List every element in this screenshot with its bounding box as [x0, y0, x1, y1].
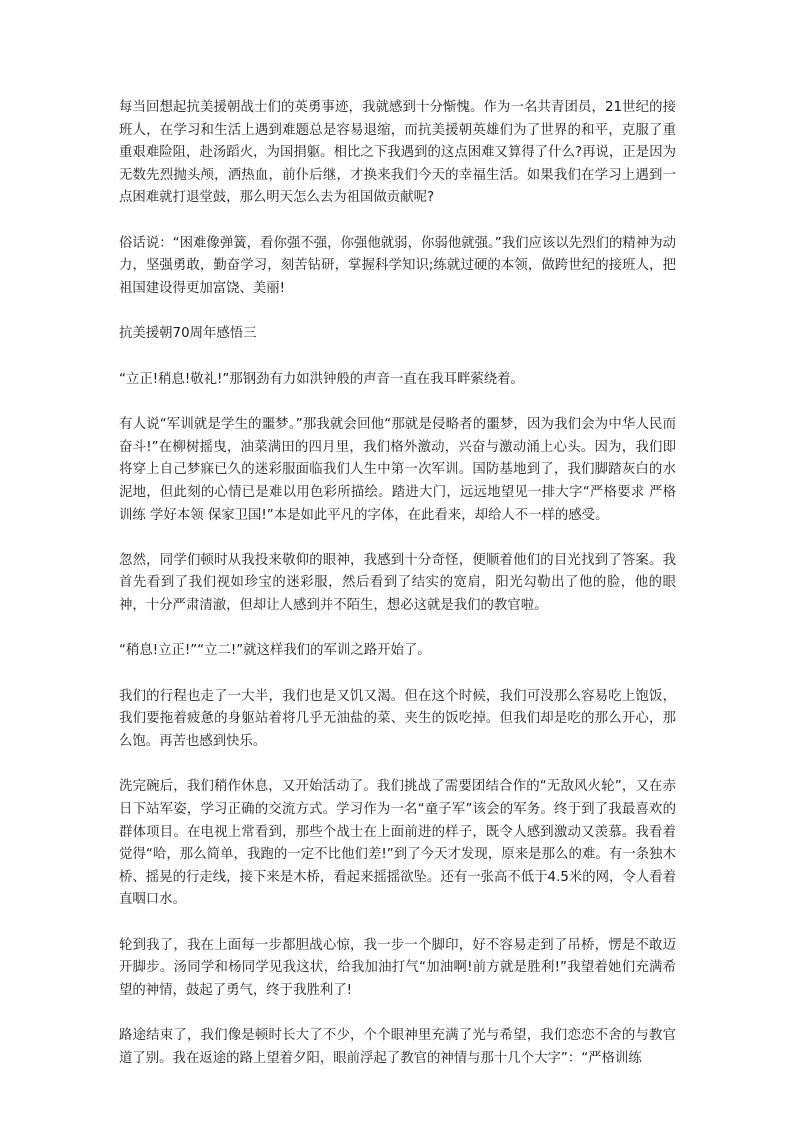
section-heading: 抗美援朝70周年感悟三 [119, 326, 257, 342]
paragraph-military-training: 有人说“军训就是学生的噩梦。”那我就会回他“那就是侵略者的噩梦，因为我们会为中华人民而奋斗!”在柳树摇曳，油菜满田的四月里，我们格外激动，兴奋与激动涌上心头。因为，我们即将穿上自己梦寐已久的迷彩服面临我们人生中第一次军训。国防基地到了，我们脚踏灰白的水泥地，但此刻的心情已是难以用色彩所描绘。踏进大门，远远地望见一排大字“严格要求 严格训练 学好本领 保家卫国!”本是如此平凡的字体，在此看来，却给人不一样的感受。 [119, 417, 676, 523]
paragraph-training-start: “稍息!立正!”“立二!”就这样我们的军训之路开始了。 [119, 643, 431, 659]
paragraph-proverb: 俗话说：“困难像弹簧，看你强不强，你强他就弱，你弱他就强。”我们应该以先烈们的精神为动力，坚强勇敢，勤奋学习，刻苦钻研，掌握科学知识;练就过硬的本领，做跨世纪的接班人，把祖国建设得更加富饶、美丽! [119, 235, 676, 296]
paragraph-activities: 洗完碗后，我们稍作休息，又开始活动了。我们挑战了需要团结合作的“无敌风火轮”，又在赤日下站军姿，学习正确的交流方式。学习作为一名“童子军”该会的军务。终于到了我最喜欢的群体项目。在电视上常看到，那些个战士在上面前进的样子，既令人感到激动又羡慕。我看着觉得“哈，那么简单，我跑的一定不比他们差!”到了今天才发现，原来是那么的难。有一条独木桥、摇晃的行走线，接下来是木桥，看起来摇摇欲坠。还有一张高不低于4.5米的网，令人看着直咽口水。 [119, 779, 676, 908]
paragraph-reflection: 每当回想起抗美援朝战士们的英勇事迹，我就感到十分惭愧。作为一名共青团员，21世纪的接班人，在学习和生活上遇到难题总是容易退缩，而抗美援朝英雄们为了世界的和平，克服了重重艰难险阻，赴汤蹈火，为国捐躯。相比之下我遇到的这点困难又算得了什么?再说，正是因为无数先烈抛头颅，洒热血，前仆后继，才换来我们今天的幸福生活。如果我们在学习上遇到一点困难就打退堂鼓，那么明天怎么去为祖国做贡献呢? [119, 100, 676, 206]
document-body [119, 97, 676, 1093]
paragraph-challenge: 轮到我了，我在上面每一步都胆战心惊，我一步一个脚印，好不容易走到了吊桥，愣是不敢迈开脚步。汤同学和杨同学见我这状，给我加油打气“加油啊!前方就是胜利!”我望着她们充满希望的神情，鼓起了勇气，终于我胜利了! [119, 937, 676, 998]
paragraph-meal: 我们的行程也走了一大半，我们也是又饥又渴。但在这个时候，我们可没那么容易吃上饱饭，我们要拖着疲惫的身躯站着将几乎无油盐的菜、夹生的饭吃掉。但我们却是吃的那么开心，那么饱。再苦也感到快乐。 [119, 688, 676, 750]
paragraph-instructor: 忽然，同学们顿时从我投来敬仰的眼神，我感到十分奇怪，便顺着他们的目光找到了答案。我首先看到了我们视如珍宝的迷彩服，然后看到了结实的宽肩，阳光勾勒出了他的脸，他的眼神，十分严肃清澈，但却让人感到并不陌生，想必这就是我们的教官啦。 [119, 552, 676, 614]
paragraph-farewell: 路途结束了，我们像是顿时长大了不少，个个眼神里充满了光与希望，我们恋恋不舍的与教官道了别。我在返途的路上望着夕阳，眼前浮起了教官的神情与那十几个大字”：“严格训练 [119, 1028, 676, 1066]
paragraph-command-voice: “立正!稍息!敬礼!”那钢劲有力如洪钟般的声音一直在我耳畔萦绕着。 [119, 371, 524, 387]
